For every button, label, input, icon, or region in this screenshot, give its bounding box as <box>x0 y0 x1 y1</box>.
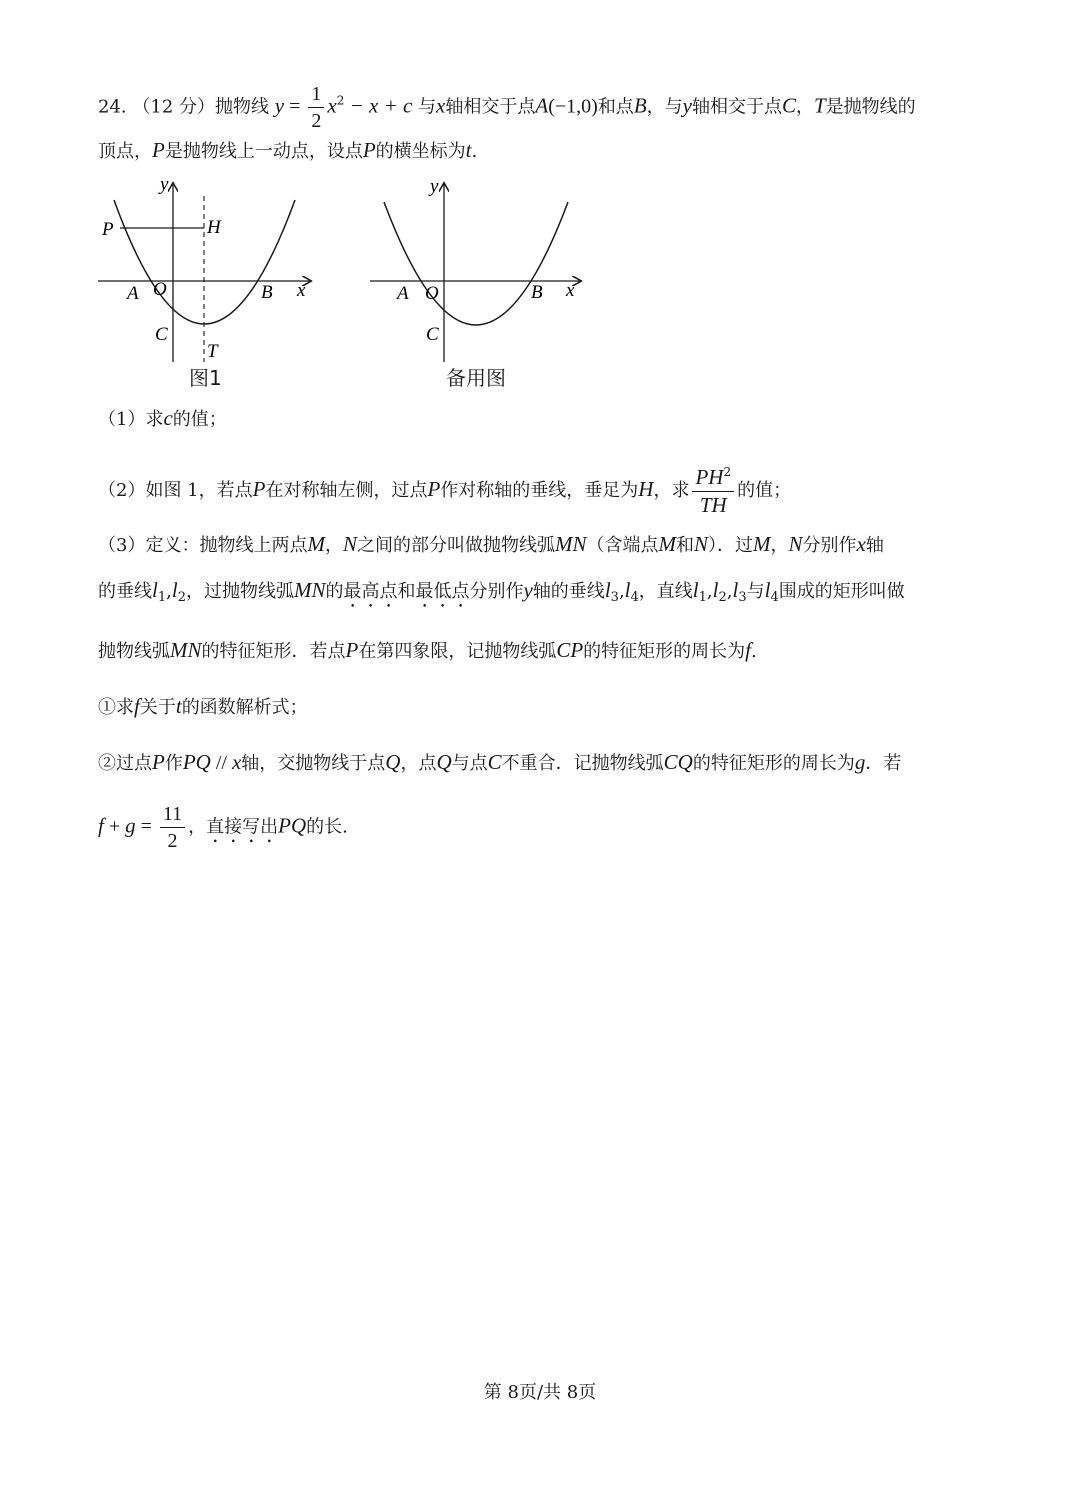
fig1-label-A: A <box>127 283 139 304</box>
part-2: （2）如图 1，若点P在对称轴左侧，过点P作对称轴的垂线，垂足为H，求 $\frac{PH^2}{TH}$ 的值； <box>98 465 792 517</box>
part-3-line-2: 的垂线$l_1,l_2$，过抛物线弧MN的最高点和最低点分别作y轴的垂线$l_3,l_4$，直线$l_1,l_2,l_3$与$l_4$围成的矩形叫做 <box>98 578 905 605</box>
figure-1-caption: 图1 <box>189 366 222 390</box>
fig2-label-y: y <box>430 176 439 197</box>
fig1-label-H: H <box>207 217 221 238</box>
part-3-sub-2-line-2: f + g = $\frac{11}{2}$ ，直接写出PQ的长. <box>98 803 348 852</box>
fig2-label-C: C <box>426 324 439 345</box>
fig1-label-x: x <box>297 280 306 301</box>
fig2-parabola <box>384 202 568 325</box>
problem-line-1: 24. （12 分）抛物线 y = $\frac{1}{2}$ $x^2 - x + c$ 与x轴相交于点A(−1,0)和点B，与y轴相交于点C，T是抛物线的 <box>98 83 916 132</box>
fig2-label-B: B <box>531 282 543 303</box>
fraction-half: $\frac{1}{2}$ <box>308 84 324 131</box>
part-1: （1）求c的值； <box>98 406 227 430</box>
part-3-sub-2-line-1: ②过点P作PQ // x轴，交抛物线于点Q，点Q与点C不重合．记抛物线弧CQ的特征矩形的周长为g．若 <box>98 750 902 774</box>
fig1-label-C: C <box>155 324 168 345</box>
fig1-label-P: P <box>102 219 114 240</box>
page-footer: 第 8页/共 8页 <box>483 1382 597 1403</box>
part-3-sub-1: ①求f关于t的函数解析式； <box>98 694 308 718</box>
figure-1 <box>90 170 320 370</box>
emphasis-highest-point: 最高点 <box>343 581 398 602</box>
fig2-label-O: O <box>425 283 439 304</box>
fraction-eleven-halves: $\frac{11}{2}$ <box>160 804 185 851</box>
fig2-label-A: A <box>397 283 409 304</box>
fraction-PH2-over-TH: $\frac{PH^2}{TH}$ <box>692 466 734 516</box>
part-3-line-3: 抛物线弧MN的特征矩形．若点P在第四象限，记抛物线弧CP的特征矩形的周长为f. <box>98 638 757 662</box>
problem-line-2: 顶点，P是抛物线上一动点，设点P的横坐标为t. <box>98 138 478 162</box>
question-number: 24. <box>98 96 127 118</box>
emphasis-write-directly: 直接写出 <box>206 816 279 838</box>
emphasis-lowest-point: 最低点 <box>415 581 470 602</box>
fig2-label-x: x <box>566 280 575 301</box>
fig1-label-O: O <box>153 279 167 300</box>
question-score: （12 分） <box>132 96 216 118</box>
fig1-label-B: B <box>261 282 273 303</box>
figure-backup <box>362 170 592 370</box>
part-3-line-1: （3）定义：抛物线上两点M，N之间的部分叫做抛物线弧MN（含端点M和N）．过M，N分别作x轴 <box>98 532 884 556</box>
fig1-label-T: T <box>207 341 218 362</box>
figure-backup-caption: 备用图 <box>446 366 506 390</box>
fig1-label-y: y <box>160 174 169 195</box>
